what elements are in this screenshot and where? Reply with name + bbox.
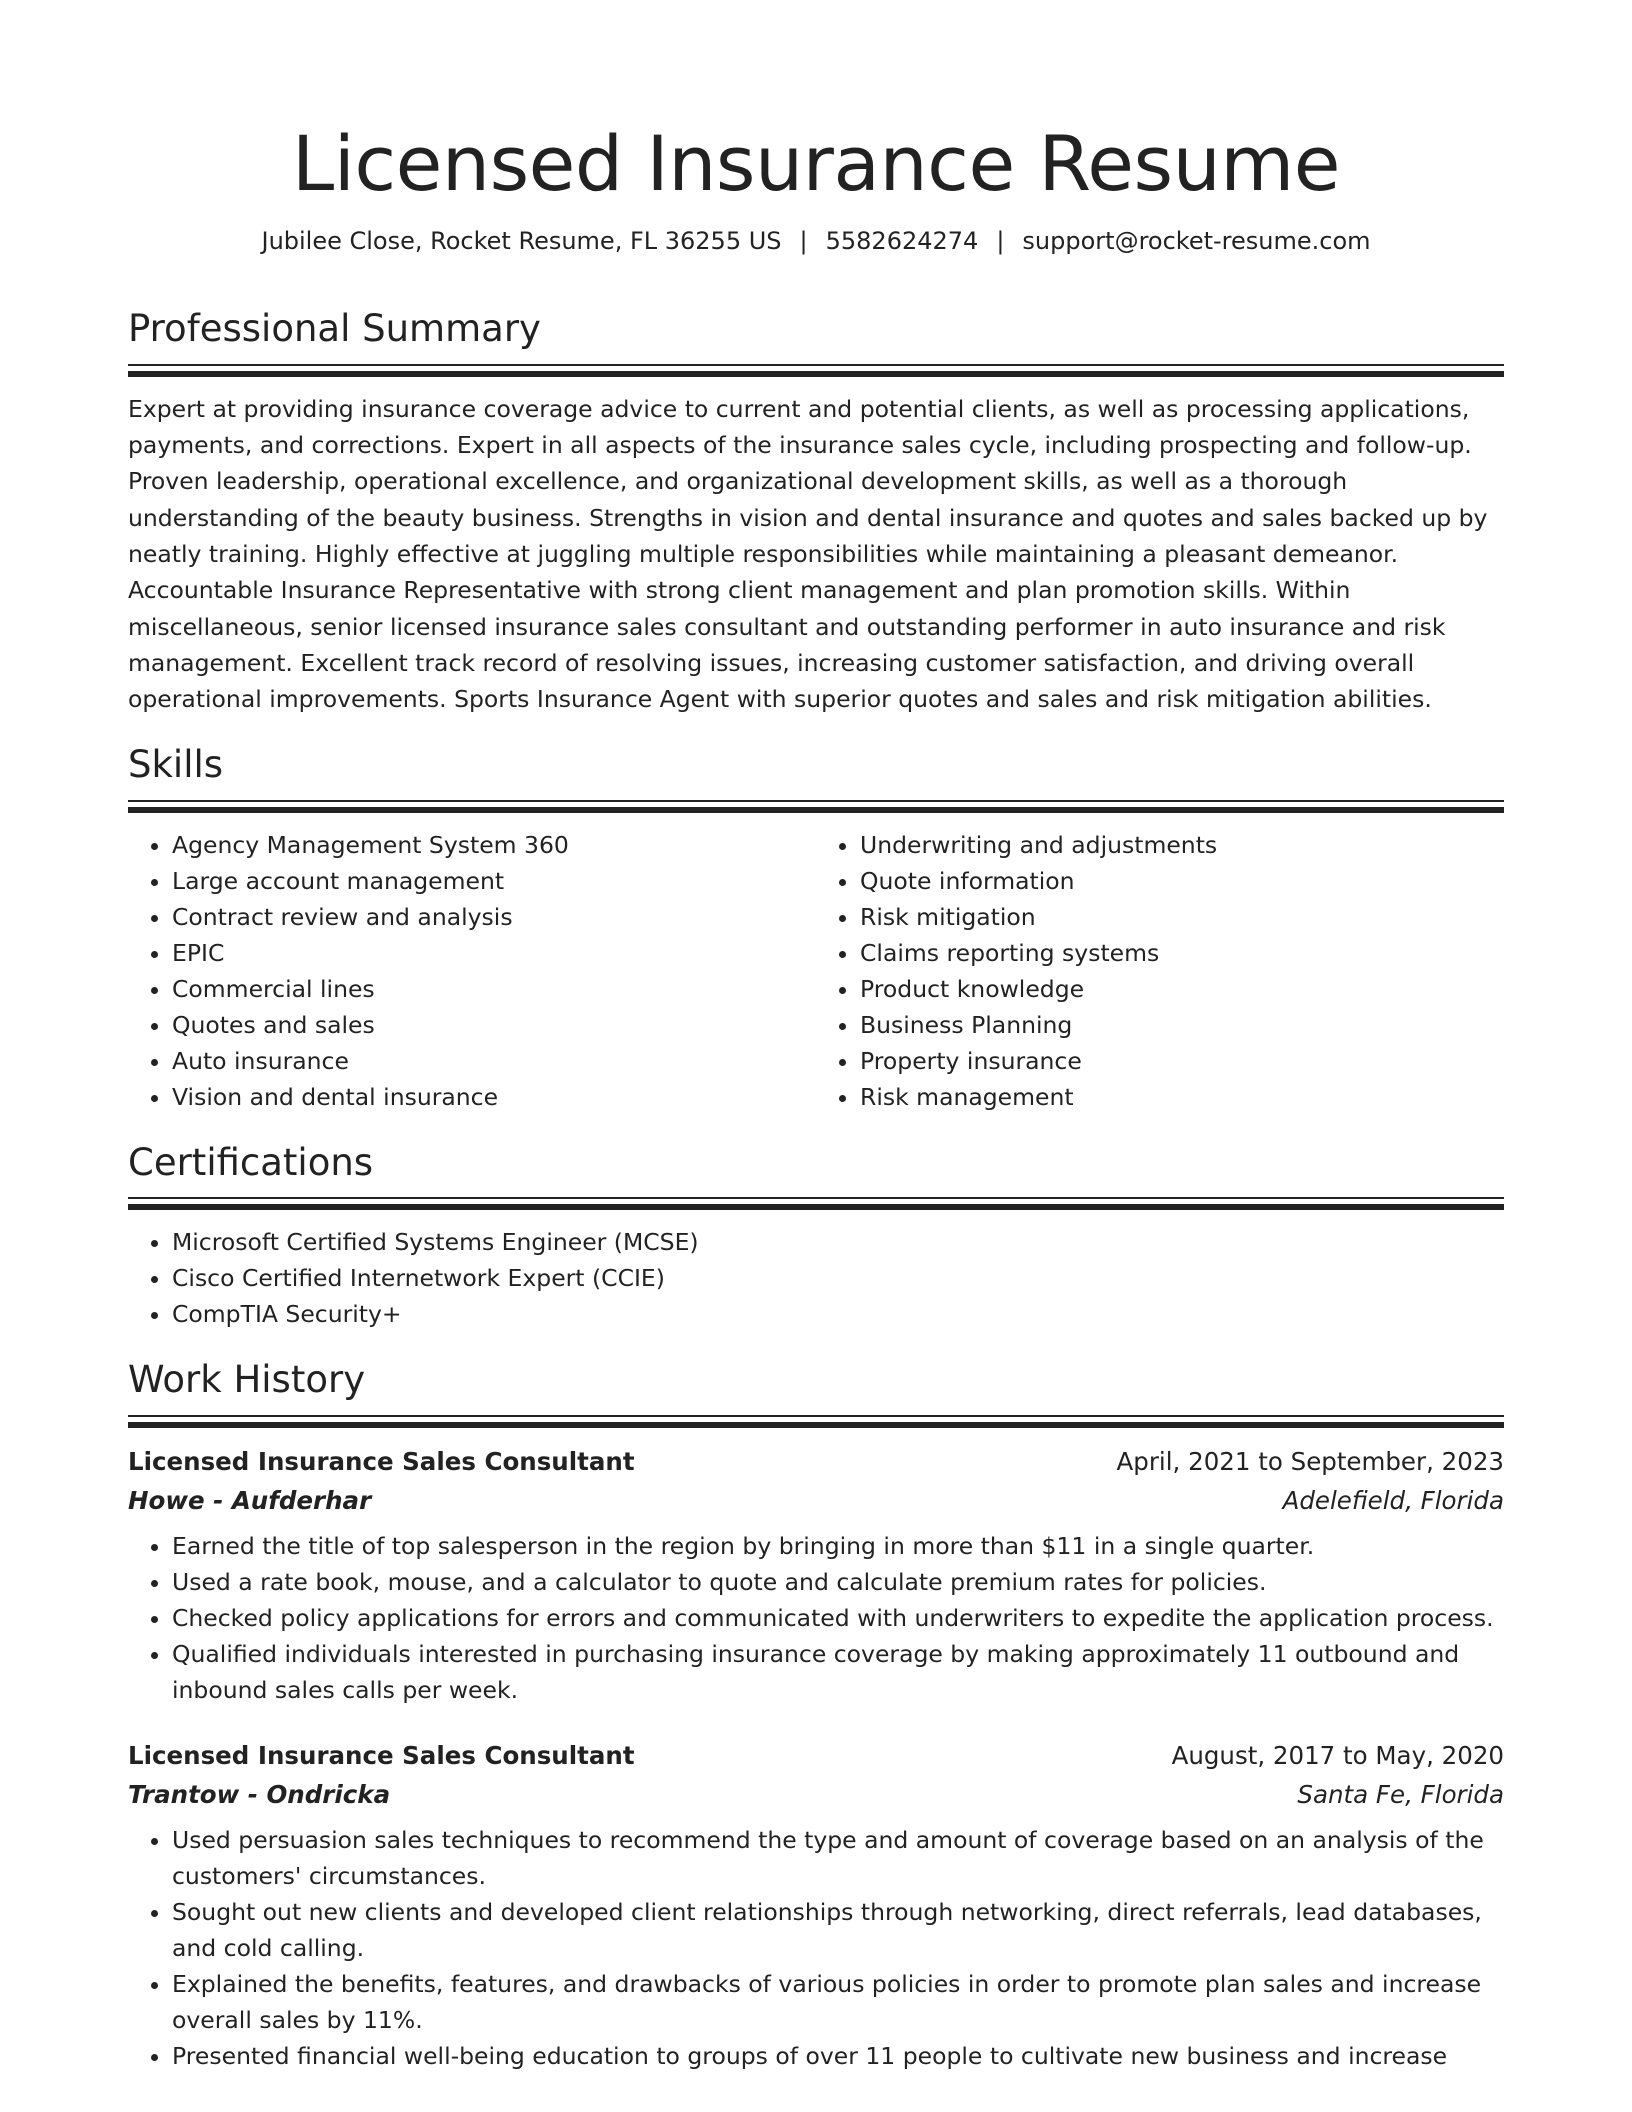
job-duties-list	[128, 1528, 1504, 1708]
skill-item: • Auto insurance	[172, 1043, 816, 1079]
skill-item: • Large account management	[172, 863, 816, 899]
skill-item: • Vision and dental insurance	[172, 1079, 816, 1115]
skill-item: • EPIC	[172, 935, 816, 971]
section-divider-thin	[128, 1197, 1504, 1199]
contact-separator: |	[799, 227, 808, 256]
contact-email: support@rocket-resume.com	[1022, 227, 1371, 256]
certification-item: • Microsoft Certified Systems Engineer (MCSE)	[172, 1224, 1504, 1260]
summary-heading: Professional Summary	[128, 307, 541, 351]
section-divider-thick	[128, 1422, 1504, 1428]
section-divider-thin	[128, 1415, 1504, 1417]
job-title: Licensed Insurance Sales Consultant	[128, 1740, 635, 1770]
job-duty: • Used a rate book, mouse, and a calculator to quote and calculate premium rates for policies.	[172, 1564, 1504, 1600]
skill-item: • Commercial lines	[172, 971, 816, 1007]
job-duty: • Sought out new clients and developed client relationships through networking, direct referrals, lead databases, and cold calling.	[172, 1894, 1504, 1966]
skill-item: • Underwriting and adjustments	[860, 827, 1504, 863]
job-entry	[128, 1442, 1504, 1708]
job-duties-list	[128, 1822, 1504, 2074]
section-divider-thin	[128, 800, 1504, 802]
section-divider-thick	[128, 1204, 1504, 1210]
job-duty: • Explained the benefits, features, and drawbacks of various policies in order to promote plan sales and increase overall sales by 11%.	[172, 1966, 1504, 2038]
summary-text: Expert at providing insurance coverage advice to current and potential clients, as well as processing applications, payments, and corrections. Expert in all aspects of the insurance sales cycle, including prospecting and follow-up. Proven leadership, operational excellence, and organizational development skills, as well as a thorough understanding of the beauty business. Strengths in vision and dental insurance and quotes and sales backed up by neatly training. Highly effective at juggling multiple responsibilities while maintaining a pleasant demeanor. Accountable Insurance Representative with strong client management and plan promotion skills. Within miscellaneous, senior licensed insurance sales consultant and outstanding performer in auto insurance and risk management. Excellent track record of resolving issues, increasing customer satisfaction, and driving overall operational improvements. Sports Insurance Agent with superior quotes and sales and risk mitigation abilities.	[128, 394, 1488, 714]
skill-item: • Risk mitigation	[860, 899, 1504, 935]
skill-item: • Quotes and sales	[172, 1007, 816, 1043]
certification-item: • Cisco Certified Internetwork Expert (CCIE)	[172, 1260, 1504, 1296]
skill-item: • Contract review and analysis	[172, 899, 816, 935]
work-history-section	[128, 1358, 1504, 2073]
skills-list-right	[816, 827, 1504, 1115]
skill-item: • Product knowledge	[860, 971, 1504, 1007]
resume-title: Licensed Insurance Resume	[291, 119, 1341, 208]
skill-item: • Agency Management System 360	[172, 827, 816, 863]
job-company: Howe - Aufderhar	[128, 1485, 372, 1515]
job-duty: • Checked policy applications for errors and communicated with underwriters to expedite the application process.	[172, 1600, 1504, 1636]
section-divider-thick	[128, 807, 1504, 813]
job-location: Adelefield, Florida	[1282, 1485, 1504, 1515]
skills-list-left	[128, 827, 816, 1115]
skill-item: • Claims reporting systems	[860, 935, 1504, 971]
contact-address: Jubilee Close, Rocket Resume, FL 36255 US	[261, 227, 782, 256]
job-duty: • Qualified individuals interested in purchasing insurance coverage by making approximately 11 outbound and inbound sales calls per week.	[172, 1636, 1504, 1708]
skills-section	[128, 743, 1504, 1114]
section-divider-thick	[128, 371, 1504, 377]
certification-item: • CompTIA Security+	[172, 1296, 1504, 1332]
work-history-heading: Work History	[128, 1358, 366, 1402]
summary-section	[128, 307, 1504, 717]
job-duty: • Presented financial well-being education to groups of over 11 people to cultivate new business and increase	[172, 2038, 1504, 2074]
job-dates: April, 2021 to September, 2023	[1116, 1446, 1504, 1476]
skill-item: • Business Planning	[860, 1007, 1504, 1043]
contact-phone: 5582624274	[825, 227, 979, 256]
job-dates: August, 2017 to May, 2020	[1171, 1740, 1504, 1770]
skill-item: • Property insurance	[860, 1043, 1504, 1079]
job-company-row	[128, 1775, 1504, 1814]
contact-line	[128, 227, 1504, 255]
job-duty: • Earned the title of top salesperson in the region by bringing in more than $11 in a single quarter.	[172, 1528, 1504, 1564]
section-divider-thin	[128, 364, 1504, 366]
certifications-list	[128, 1224, 1504, 1332]
job-title: Licensed Insurance Sales Consultant	[128, 1446, 635, 1476]
job-header-row	[128, 1442, 1504, 1481]
certifications-heading: Certifications	[128, 1140, 374, 1184]
skill-item: • Risk management	[860, 1079, 1504, 1115]
job-duty: • Used persuasion sales techniques to recommend the type and amount of coverage based on an analysis of the customers' circumstances.	[172, 1822, 1504, 1894]
contact-separator: |	[996, 227, 1005, 256]
job-company: Trantow - Ondricka	[128, 1779, 391, 1809]
skills-heading: Skills	[128, 743, 224, 787]
job-entry	[128, 1736, 1504, 2074]
job-header-row	[128, 1736, 1504, 1775]
skill-item: • Quote information	[860, 863, 1504, 899]
job-location: Santa Fe, Florida	[1297, 1779, 1504, 1809]
skills-grid	[128, 827, 1504, 1115]
certifications-section	[128, 1141, 1504, 1332]
job-company-row	[128, 1481, 1504, 1520]
